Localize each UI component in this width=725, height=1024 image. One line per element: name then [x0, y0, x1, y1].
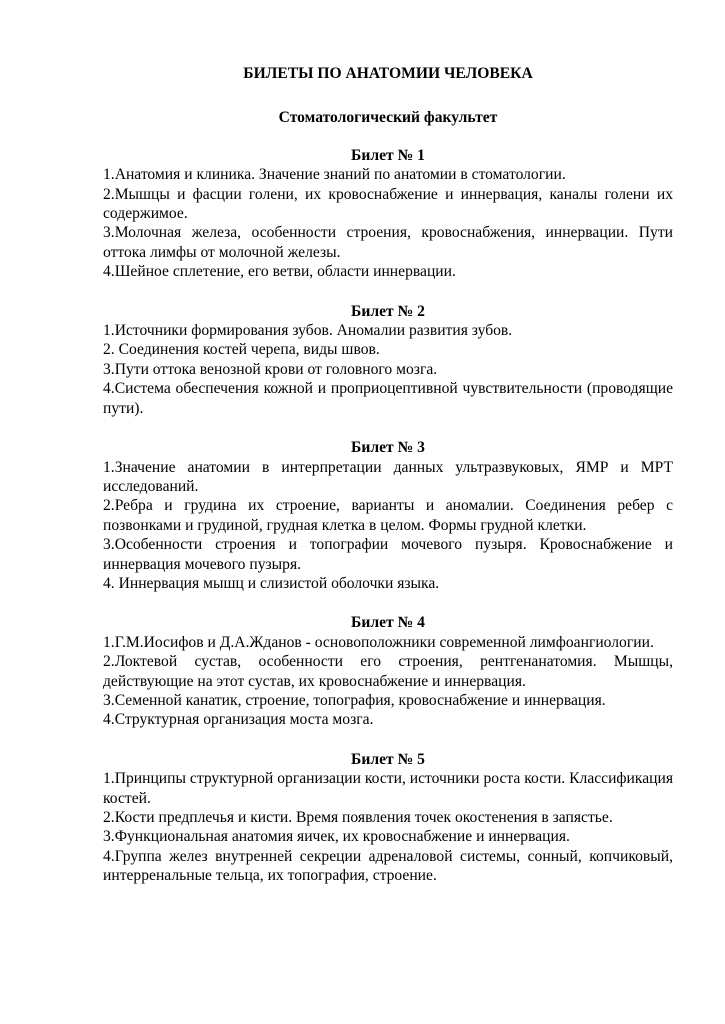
document-title: БИЛЕТЫ ПО АНАТОМИИ ЧЕЛОВЕКА [243, 65, 533, 82]
ticket-2 [103, 302, 673, 418]
question-1: 1.Принципы структурной организации кости, источники роста кости. Классификация костей. [103, 770, 673, 807]
ticket-title: Билет № 4 [351, 614, 425, 632]
ticket-5 [103, 750, 673, 886]
question-3: 3.Пути оттока венозной крови от головного мозга. [103, 360, 438, 378]
question-4: 4.Структурная организация моста мозга. [103, 711, 374, 729]
question-2: 2.Мышцы и фасции голени, их кровоснабжение и иннервация, каналы голени их содержимое. [103, 185, 673, 223]
question-1: 1.Источники формирования зубов. Аномалии развития зубов. [103, 322, 513, 340]
question-4: 4.Группа желез внутренней секреции адреналовой системы, сонный, копчиковый, интерренальные тельца, их топография, строение. [103, 847, 673, 885]
question-1: 1.Анатомия и клиника. Значение знаний по анатомии в стоматологии. [103, 166, 566, 184]
ticket-title: Билет № 5 [351, 750, 425, 768]
ticket-1 [103, 146, 673, 282]
ticket-title: Билет № 3 [351, 439, 425, 457]
question-2: 2.Ребра и грудина их строение, варианты и аномалии. Соединения ребер с позвонками и грудиной, грудная клетка в целом. Формы грудной клетки. [103, 497, 673, 534]
question-2: 2.Кости предплечья и кисти. Время появления точек окостенения в запястье. [103, 809, 613, 826]
ticket-4 [103, 613, 673, 729]
ticket-title: Билет № 1 [351, 146, 425, 164]
question-2: 2. Соединения костей черепа, виды швов. [103, 341, 380, 359]
question-3: 3.Семенной канатик, строение, топография, кровоснабжение и иннервация. [103, 691, 606, 709]
ticket-title: Билет № 2 [351, 302, 425, 320]
faculty-subtitle: Стоматологический факультет [278, 109, 498, 127]
question-3: 3.Молочная железа, особенности строения, кровоснабжения, иннервации. Пути оттока лимфы от молочной железы. [103, 224, 673, 261]
question-3: 3.Функциональная анатомия яичек, их кровоснабжение и иннервация. [103, 828, 570, 846]
question-4: 4.Шейное сплетение, его ветви, области иннервации. [103, 263, 456, 281]
question-2: 2.Локтевой сустав, особенности его строения, рентгенанатомия. Мышцы, действующие на этот сустав, их кровоснабжение и иннервация. [103, 653, 673, 690]
ticket-3 [103, 438, 673, 593]
question-4: 4.Система обеспечения кожной и проприоцептивной чувствительности (проводящие пути). [103, 380, 673, 417]
question-3: 3.Особенности строения и топографии мочевого пузыря. Кровоснабжение и иннервация мочевого пузыря. [103, 536, 673, 573]
question-1: 1.Значение анатомии в интерпретации данных ультразвуковых, ЯМР и МРТ исследований. [103, 458, 673, 495]
question-1: 1.Г.М.Иосифов и Д.А.Жданов - основоположники современной лимфоангиологии. [103, 633, 654, 651]
question-4: 4. Иннервация мышц и слизистой оболочки языка. [103, 574, 440, 592]
